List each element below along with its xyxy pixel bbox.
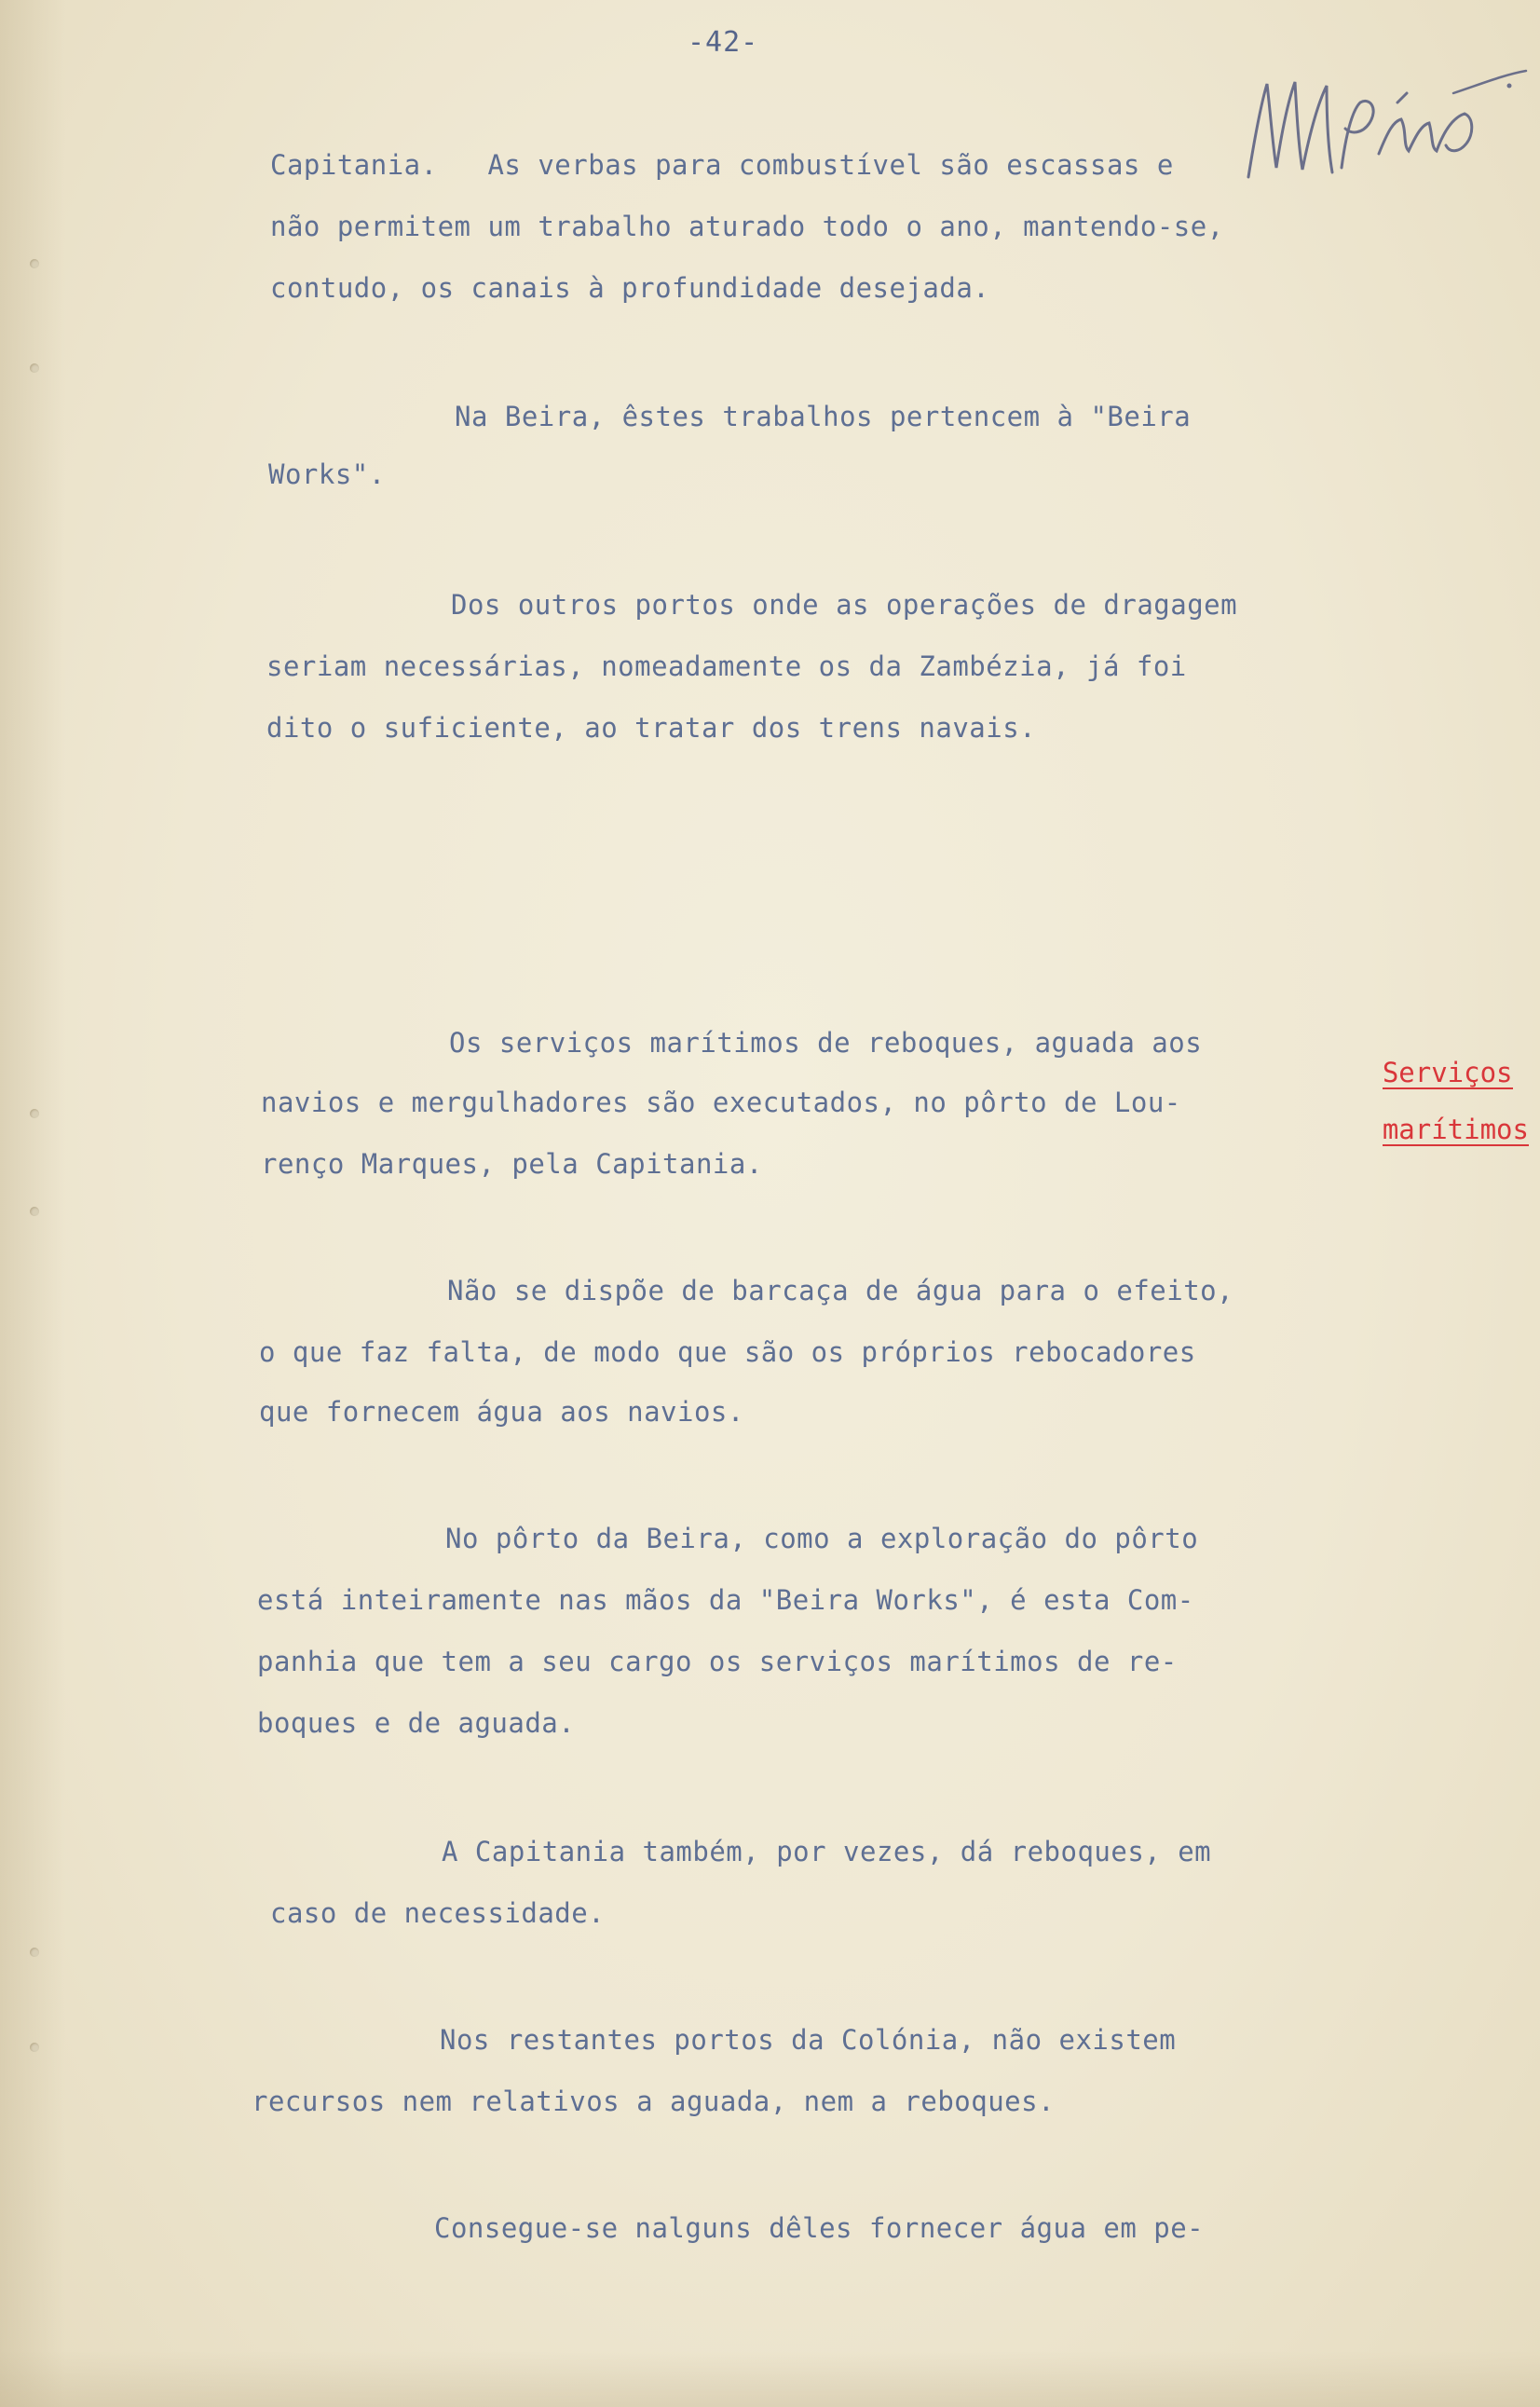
paper-bottom-shading: [0, 2351, 1540, 2407]
binding-hole: [30, 1109, 39, 1118]
text-line: está inteiramente nas mãos da "Beira Works", é esta Com-: [257, 1584, 1194, 1616]
text-line: panhia que tem a seu cargo os serviços marítimos de re-: [257, 1646, 1178, 1677]
handwritten-signature: [1230, 65, 1528, 205]
binding-hole: [30, 259, 39, 268]
text-line: boques e de aguada.: [257, 1707, 576, 1739]
text-line: dito o suficiente, ao tratar dos trens navais.: [266, 712, 1037, 744]
text-line: renço Marques, pela Capitania.: [261, 1148, 763, 1180]
binding-hole: [30, 363, 39, 373]
binding-hole: [30, 2043, 39, 2052]
text-line: No pôrto da Beira, como a exploração do pôrto: [445, 1523, 1199, 1554]
text-line: Os serviços marítimos de reboques, aguada aos: [449, 1027, 1203, 1059]
text-line: Dos outros portos onde as operações de dragagem: [451, 589, 1238, 621]
text-line: Não se dispõe de barcaça de água para o efeito,: [447, 1275, 1234, 1306]
text-line: Na Beira, êstes trabalhos pertencem à "Beira: [455, 401, 1192, 432]
text-line: recursos nem relativos a aguada, nem a reboques.: [252, 2086, 1056, 2117]
text-line: Consegue-se nalguns dêles fornecer água em pe-: [434, 2212, 1205, 2244]
margin-note-line: Serviços: [1382, 1057, 1513, 1088]
text-line: Capitania. As verbas para combustível são escassas e: [270, 149, 1174, 181]
text-line: Works".: [268, 458, 386, 490]
text-line: contudo, os canais à profundidade desejada.: [270, 272, 990, 304]
text-line: que fornecem água aos navios.: [259, 1396, 744, 1428]
text-line: não permitem um trabalho aturado todo o ano, mantendo-se,: [270, 211, 1224, 242]
margin-note-heading: [1317, 1033, 1529, 1173]
page-number: -42-: [688, 26, 759, 59]
text-line: o que faz falta, de modo que são os próprios rebocadores: [259, 1336, 1196, 1368]
text-line: caso de necessidade.: [270, 1897, 606, 1929]
binding-hole: [30, 1948, 39, 1957]
binding-hole: [30, 1207, 39, 1216]
text-line: Nos restantes portos da Colónia, não existem: [440, 2024, 1177, 2056]
text-line: navios e mergulhadores são executados, no pôrto de Lou-: [261, 1087, 1181, 1118]
margin-note-line: marítimos: [1382, 1114, 1529, 1145]
text-line: A Capitania também, por vezes, dá reboques, em: [442, 1836, 1212, 1867]
text-line: seriam necessárias, nomeadamente os da Zambézia, já foi: [266, 650, 1187, 682]
